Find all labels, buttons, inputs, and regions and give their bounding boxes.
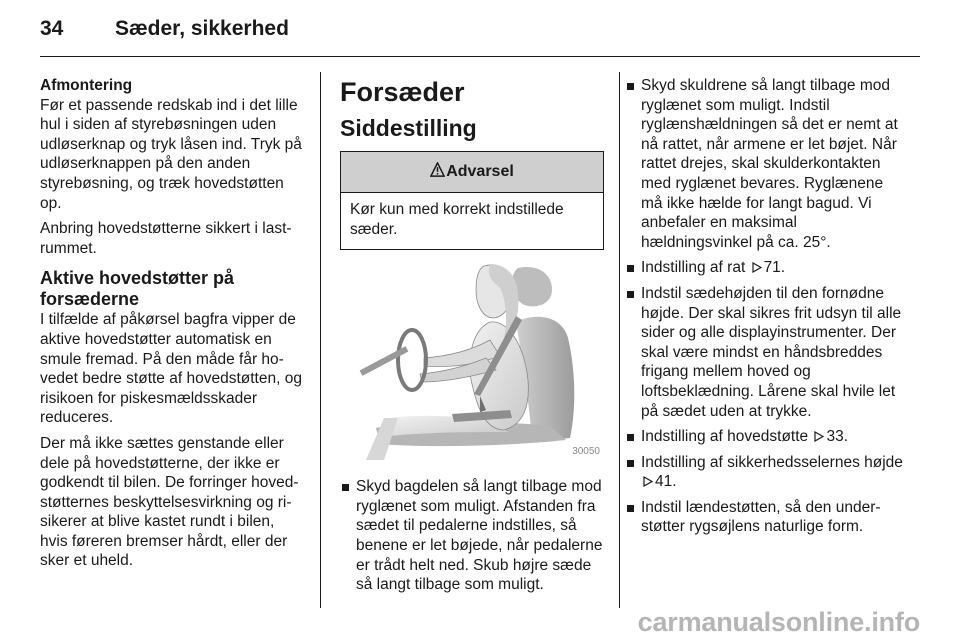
driver-seat-drawing [340,260,606,465]
middle-column [340,76,606,601]
crossref-link[interactable]: 41. [655,473,677,491]
bullet-item [625,76,903,252]
bullet-text: Skyd bagdelen så langt tilbage mod ryglænet som muligt. Afstanden fra sædet til pedalerne indstilles, så benene er let bøjede, når pedalerne er trådt helt ned. Skub højre sæde så langt tilbage som muligt. [356,478,603,594]
warning-box [340,151,604,250]
seating-position-illustration [340,260,606,465]
crossref-arrow-icon [814,431,824,442]
square-bullet-icon [627,265,634,272]
warning-text: Kør kun med korrekt indstillede sæder. [350,201,564,238]
aktive-paragraph-1: I tilfælde af påkørsel bagfra vipper de aktive hovedstøtter automatisk en smule fremad. På den måde får hovedet bedre støtte af hovedstøtten, og risikoen for piskesmældsskader reduceres. [40,311,302,427]
square-bullet-icon [627,83,634,90]
bullet-item [625,258,903,278]
afmontering-heading: Afmontering [40,77,133,94]
figure-number: 30050 [572,445,600,457]
square-bullet-icon [627,505,634,512]
warning-triangle-icon [430,162,445,177]
left-column [40,76,306,577]
right-column [625,76,903,543]
bullet-text: Skyd skuldrene så langt tilbage mod ryglænet som muligt. Indstil ryglænshældningen så det er nemt at nå rattet, når armene er let bøjet. Når rattet drejes, skal skulderkontakten med ryglænet bevares. Ryglænene må ikke hælde for langt bagud. Vi anbefaler en maksimal hældningsvinkel på ca. 25°. [641,77,898,251]
warning-header [341,152,603,193]
section-title: Sæder, sikkerhed [115,17,289,40]
bullet-text: Indstilling af hovedstøtte [641,428,809,446]
aktive-hovedstotter-heading: Aktive hovedstøtter på forsæderne [40,268,235,310]
afmontering-paragraph-1: Før et passende redskab ind i det lille hul i siden af styrebøsningen uden udløserknap og tryk låsen ind. Tryk på udløserknappen på den anden styrebøsning, og træk hovedstøtten op. [40,96,302,212]
crossref-arrow-icon [752,262,762,273]
crossref-link[interactable]: 71. [763,259,786,277]
bullet-text: Indstil sædehøjden til den fornødne højde. Der skal sikres frit udsyn til alle sider og alle displayinstrumenter. Der skal være mindst en håndsbreddes frigang mellem hoved og loftsbeklædning. Lårene skal hvile let på sædet uden at trykke. [641,284,902,420]
bullet-item [625,453,903,492]
header-rule [40,56,920,57]
bullet-item [625,427,903,447]
square-bullet-icon [627,291,634,298]
bullet-item [625,498,903,537]
aktive-paragraph-2: Der må ikke sættes genstande eller dele på hovedstøtterne, der ikke er godkendt til bilen. De forringer hovedstøtternes beskyttelsesvirkning og risikerer at blive kastet rundt i bilen, hvis føreren bremser hårdt, eller der sker et uheld. [40,434,299,570]
square-bullet-icon [342,484,349,491]
column-divider-right [619,72,620,608]
square-bullet-icon [627,434,634,441]
warning-title: Advarsel [446,163,514,180]
square-bullet-icon [627,460,634,467]
forsaeder-title: Forsæder [340,77,465,107]
siddestilling-subtitle: Siddestilling [340,115,477,141]
bullet-text: Indstilling af sikkerhedsselernes højde [641,453,903,471]
afmontering-paragraph-2: Anbring hovedstøtterne sikkert i lastrummet. [40,220,292,257]
column-divider-left [320,72,321,608]
watermark: carmanualsonline.info [637,607,920,637]
crossref-arrow-icon [643,476,653,487]
bullet-item [340,477,606,595]
bullet-text: Indstilling af rat [641,259,746,277]
bullet-text: Indstil lændestøtten, så den understøtter rygsøjlens naturlige form. [641,498,881,536]
bullet-item [625,284,903,421]
crossref-link[interactable]: 33. [826,428,849,446]
page-number: 34 [40,17,64,40]
